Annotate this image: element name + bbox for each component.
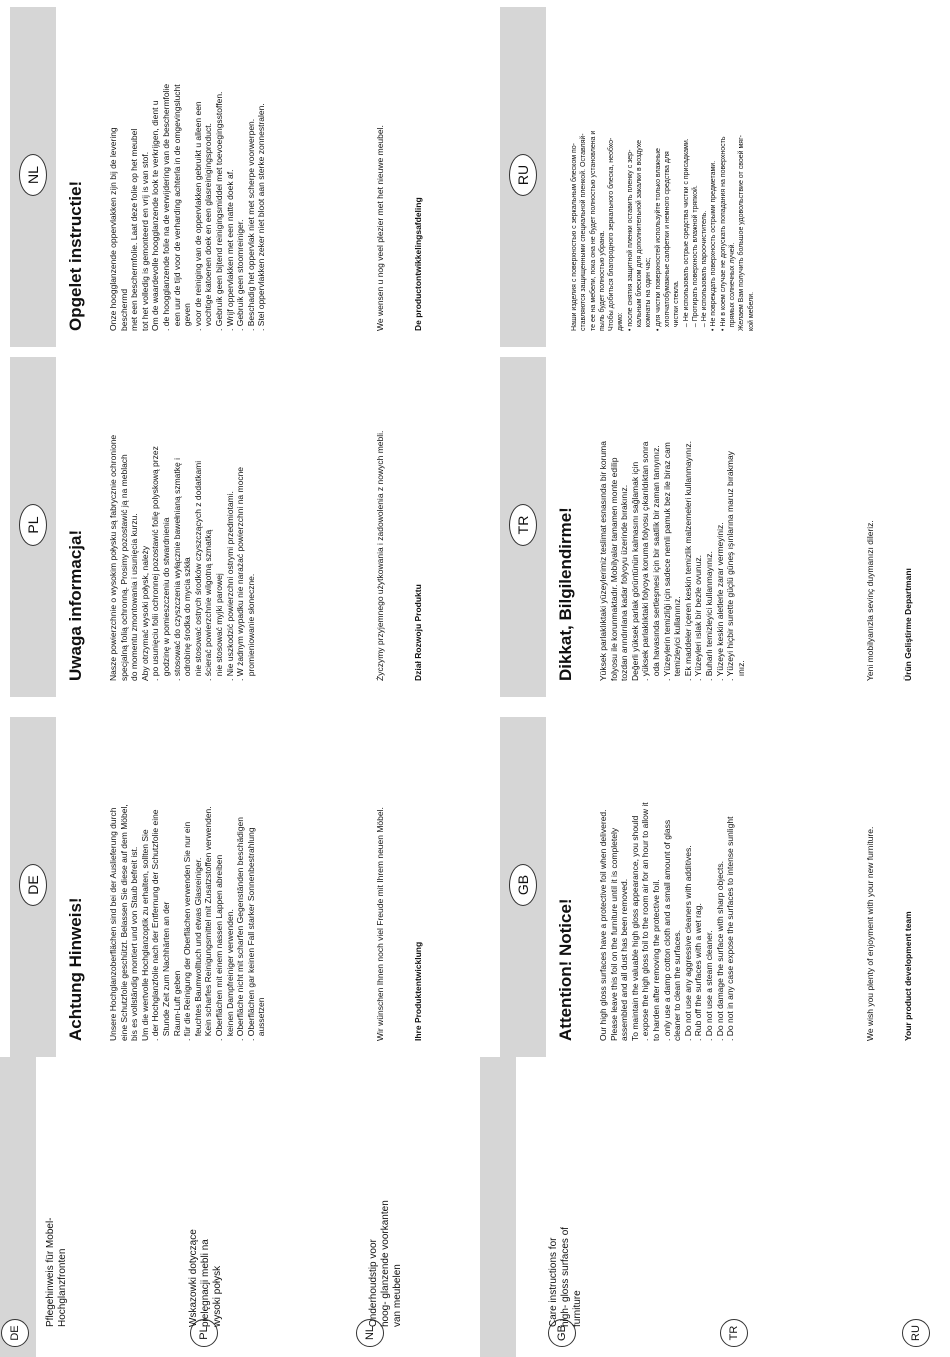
panel-body xyxy=(108,371,256,681)
body-line: пыль будет полностью убрана. xyxy=(598,230,606,331)
body-line: . Stel oppervlakken zeker niet bloot aan sterke zonnestralen. xyxy=(256,103,267,331)
strip-code-badge: DE xyxy=(1,1319,29,1347)
body-line: . Buharlı temizleyici kullanmayınız. xyxy=(703,551,714,681)
body-line: . für die Reinigung der Oberflächen verwenden Sie nur ein xyxy=(182,821,193,1041)
body-line: . Yüzeye keskin aletlerle zarar vermeyiniz. xyxy=(714,522,725,681)
body-line: aussetzen xyxy=(256,997,267,1041)
panel-body xyxy=(570,21,756,331)
body-line: nie stosować ostrych środków czyszczących z dodatkami xyxy=(192,460,203,681)
body-line: . Nie uszkodzić powierzchni ostrymi przedmiotami. xyxy=(224,491,235,681)
body-line: Yüksek parlaklıktaki yüzeylerimiz teslimat esnasında bir koruma xyxy=(598,441,608,681)
panel-code-badge: RU xyxy=(509,154,537,196)
panel-code-badge: TR xyxy=(509,504,537,546)
strip-code-badge: TR xyxy=(720,1319,748,1347)
body-line: temizleyici kullanınız. xyxy=(672,596,683,681)
strip-code-badge: NL xyxy=(356,1319,384,1347)
body-line: tozdan arındırılana kadar folyoyu üzerinde bırakınız. xyxy=(619,484,630,681)
body-line: . Do not use any aggressive cleaners with additives. xyxy=(682,845,693,1041)
body-line: eine Schutzfolie geschützt. Belassen Sie diese auf dem Möbel, xyxy=(118,804,129,1041)
body-line: . de hoogglanzende folie na de verwijdering van de beschermfolie xyxy=(160,83,171,331)
body-line: • для чистки поверхностей используйте только влажные xyxy=(654,148,662,331)
panel-title: Opgelet instructie! xyxy=(66,180,85,331)
body-line: specjalną folią ochronną. Prosimy pozostawić ją na meblach xyxy=(118,454,129,681)
body-line: . Oberfläche nicht mit scharfen Gegenständen beschädigen xyxy=(235,817,246,1041)
body-line: Unsere Hochglanzoberflächen sind bei der Auslieferung durch xyxy=(108,807,118,1041)
strip-title: Onderhoudstip voor hoog- glanzende voorkanten van meubelen xyxy=(368,1200,403,1327)
body-line: promieniowanie słoneczne. xyxy=(245,573,256,681)
panel-signature: Ürün Geliştirme Departmanı xyxy=(903,568,913,681)
body-line: кальным блеском для дополнительной закалки в воздухе xyxy=(636,139,644,331)
panel-title: Achtung Hinweis! xyxy=(66,897,85,1041)
body-line: . der Hochglanzfolie nach der Entfernung der Schutzfolie eine xyxy=(150,809,161,1041)
panel-body xyxy=(108,21,267,331)
panel-body xyxy=(598,731,736,1041)
panel-signature: Your product development team xyxy=(903,911,913,1041)
strip-band-top xyxy=(0,1057,36,1357)
body-line: – Протирать поверхность влажной тряпкой. xyxy=(691,185,699,331)
body-line: to harden after removing the protective foil. xyxy=(650,879,661,1041)
body-line: feuchtes Baumwolltuch und etwas Glasreiniger. xyxy=(192,857,203,1041)
body-line: . Gebruik geen bijtend reinigingsmiddel met toevoegingsstoffen. xyxy=(213,91,224,331)
body-line: godzinę w pomieszczeniu do stwardnienia xyxy=(160,517,171,681)
body-line: . Rub off the surfaces with a wet rag. xyxy=(693,903,704,1041)
panel-gb xyxy=(500,717,940,1057)
panel-signature: De productontwikkelingsafdeling xyxy=(413,197,423,331)
body-line: Değerli yüksek parlak görüntünün kalmasını sağlamak için xyxy=(629,461,640,681)
panel-pl xyxy=(10,357,450,697)
body-line: . Beschadig het oppervlak niet met scherpe voorwerpen. xyxy=(245,118,256,331)
body-line: nie stosować myjki parowej xyxy=(213,573,224,681)
body-line: keinen Dampfreiniger verwenden. xyxy=(224,909,235,1041)
body-line: Чтобы добиться благородного зеркального блеска, необхо- xyxy=(608,137,616,331)
panel-title: Uwaga informacja! xyxy=(66,529,85,681)
panel-wish: Życzymy przyjemnego użytkowania i zadowolenia z nowych mebli. xyxy=(375,430,385,681)
body-line: odrobinę środka do mycia szkła xyxy=(182,557,193,681)
strip-band-middle xyxy=(480,1057,516,1357)
body-line: . Yüzeyi hiçbir surette güçlü güneş ışınlarına maruz bırakmay xyxy=(725,451,736,681)
panel-signature: Ihre Produktentwicklung xyxy=(413,941,423,1041)
body-line: . Do not use a steam cleaner. xyxy=(703,930,714,1041)
body-line: • Ни в коем случае не допускать попадания на поверхность xyxy=(719,136,727,331)
body-line: . Oberflächen gar keinen Fall starker Sonnenbestrahlung xyxy=(245,827,256,1041)
body-line: Raum-Luft geben xyxy=(171,970,182,1041)
body-line: beschermd xyxy=(118,288,129,331)
panel-nl xyxy=(10,7,450,347)
body-line: . expose the high gloss foil to the room air for an hour to allow it xyxy=(640,802,651,1041)
body-line: Our high gloss surfaces have a protective foil when delivered. xyxy=(598,809,608,1041)
body-line: . Ek maddeler içeren keskin temizlik malzemeleri kullanmayınız. xyxy=(682,441,693,681)
panel-body xyxy=(108,731,267,1041)
panel-code-badge: PL xyxy=(19,504,47,546)
panel-code-badge: GB xyxy=(509,864,537,906)
body-line: ınız. xyxy=(735,660,746,681)
body-line: . voor de reiniging van de oppervlakken gebruikt u alleen een xyxy=(192,101,203,331)
body-line: Желаем Вам получить большое удовольствие от своей мяг- xyxy=(738,135,746,331)
body-line: те ее на мебели, пока она не будет полностью установлена и xyxy=(589,130,597,331)
body-line: кой мебели. xyxy=(747,291,755,331)
body-line: folyosu ile korunmaktadır. Mobilyalar tamamen monte edilip xyxy=(608,457,619,681)
strip-title: Care instructions for high- gloss surfaces of furniture xyxy=(548,1226,583,1327)
body-line: Aby otrzymać wysoki połysk, należy xyxy=(139,545,150,681)
panel-ru xyxy=(500,7,940,347)
body-line: Om de waardevolle hoogglanzende look te verkrijgen, dient u xyxy=(150,100,161,331)
body-line: . Yüzeylerin temizliği için sadece nemli pamuk bez ile biraz cam xyxy=(661,442,672,681)
body-line: • Не повреждать поверхность острыми предметами. xyxy=(710,160,718,331)
body-line: Onze hoogglanzende oppervlakken zijn bij de levering xyxy=(108,127,118,331)
body-line: Please leave this foil on the furniture until it is completely xyxy=(608,827,619,1041)
strip-code-badge: GB xyxy=(548,1319,576,1347)
body-line: чистки стекла. xyxy=(673,280,681,331)
body-line: хлопчатобумажные салфетки и немного средства для xyxy=(663,151,671,331)
panel-signature: Dział Rozwoju Produktu xyxy=(413,584,423,681)
strip-title: Pflegehinweis für Mobel- Hochglanzfronten xyxy=(45,1217,68,1327)
body-line: geven xyxy=(182,303,193,331)
body-line: прямых солнечных лучей. xyxy=(729,242,737,331)
body-line: tot het volledig is gemonteerd en vrij is van stof. xyxy=(139,151,150,331)
body-line: . only use a damp cotton cloth and a small amount of glass xyxy=(661,819,672,1041)
body-line: . ścierać powierzchnie wilgotną szmatką xyxy=(203,529,214,681)
body-line: . Yüzeyleri ıslak bir bezle ovunuz. xyxy=(693,555,704,681)
panel-title: Dikkat, Bilgilendirme! xyxy=(556,507,575,681)
body-line: . Do not damage the surface with sharp objects. xyxy=(714,860,725,1041)
panel-wish: We wensen u nog veel plezier met het nieuwe meubel. xyxy=(375,125,385,331)
body-line: • после снятия защитной пленки оставить пленку с зер- xyxy=(626,149,634,331)
body-line: oda havasında sertleşmesi için bir saatlik bir zaman tanıyınız. xyxy=(650,445,661,681)
strip-title: Wskazowki dotyczące pielęgnacji mebli na wysoki połysk xyxy=(188,1229,223,1327)
panel-tr xyxy=(500,357,940,697)
body-line: димо: xyxy=(617,312,625,331)
panel-wish: Wir wünschen Ihnen noch viel Freude mit Ihrem neuen Möbel. xyxy=(375,807,385,1041)
panel-code-badge: DE xyxy=(19,864,47,906)
panel-body xyxy=(598,371,746,681)
body-line: . W żadnym wypadku nie narażać powierzchni na mocne xyxy=(235,466,246,681)
body-line: ставляются защищенными специальной пленкой. Оставляй- xyxy=(580,133,588,331)
panel-code-badge: NL xyxy=(19,154,47,196)
panel-wish: We wish you plenty of enjoyment with your new furniture. xyxy=(865,826,875,1041)
strip-code-badge: RU xyxy=(902,1319,930,1347)
body-line: комнаты на один час; xyxy=(645,257,653,331)
body-line: . Do not in any case expose the surfaces to intense sunlight xyxy=(725,816,736,1041)
body-line: met een beschermfolie. Laat deze folie op het meubel xyxy=(129,128,140,331)
body-line: To maintain the valuable high gloss appearance, you should xyxy=(629,815,640,1041)
panel-wish: Yeni mobilyanızla sevinç duymanızı dileriz. xyxy=(865,520,875,681)
body-line: bis es vollständig montiert und von Staub befreit ist. xyxy=(129,846,140,1041)
body-line: Nasze powierzchnie o wysokim połysku są fabrycznie ochronione xyxy=(108,434,118,681)
panel-title: Attention! Notice! xyxy=(556,898,575,1041)
body-line: . yüksek parlaklıktaki folyoya koruma folyosu çıkarıldıktan sonra xyxy=(640,441,651,681)
panel-de xyxy=(10,717,450,1057)
body-line: – Не использовать пароочиститель. xyxy=(701,210,709,331)
body-line: assembled and all dust has been removed. xyxy=(619,878,630,1041)
body-line: – Не использовать острые средства чистки с присадками. xyxy=(682,138,690,331)
body-line: Stunde Zeit zum Nachhärten an der xyxy=(160,901,171,1041)
body-line: . po usunięciu folii ochronnej pozostawić folię polyskową przez xyxy=(150,446,161,681)
language-index-strip xyxy=(0,1057,950,1357)
body-line: vochtige katoenen doek en een glasreinigingsproduct. xyxy=(203,123,214,331)
body-line: . stosować do czyszczenia wyłącznie bawełnianą szmatkę i xyxy=(171,458,182,681)
body-line: een uur de tijd voor de verharding achterla in de omgevingslucht xyxy=(171,84,182,331)
body-line: . Gebruik geen stoomreiniger. xyxy=(235,219,246,331)
body-line: . Wrijf oppervlakken met een natte doek af. xyxy=(224,169,235,331)
body-line: Наши изделия с поверхностью с зеркальным блеском по- xyxy=(571,143,578,331)
body-line: Kein scharfes Reinigungsmittel mit Zusatzstoffen verwenden. xyxy=(203,806,214,1041)
body-line: cleaner to clean the surfaces. xyxy=(672,929,683,1041)
strip-code-badge: PL xyxy=(190,1319,218,1347)
body-line: Um die wertvolle Hochglanzoptik zu erhalten, sollten Sie xyxy=(139,829,150,1041)
body-line: . Oberflächen mit einem nassen Lappen abreiben xyxy=(213,854,224,1041)
body-line: do momentu zmontowania i usunięcia kurzu. xyxy=(129,513,140,681)
